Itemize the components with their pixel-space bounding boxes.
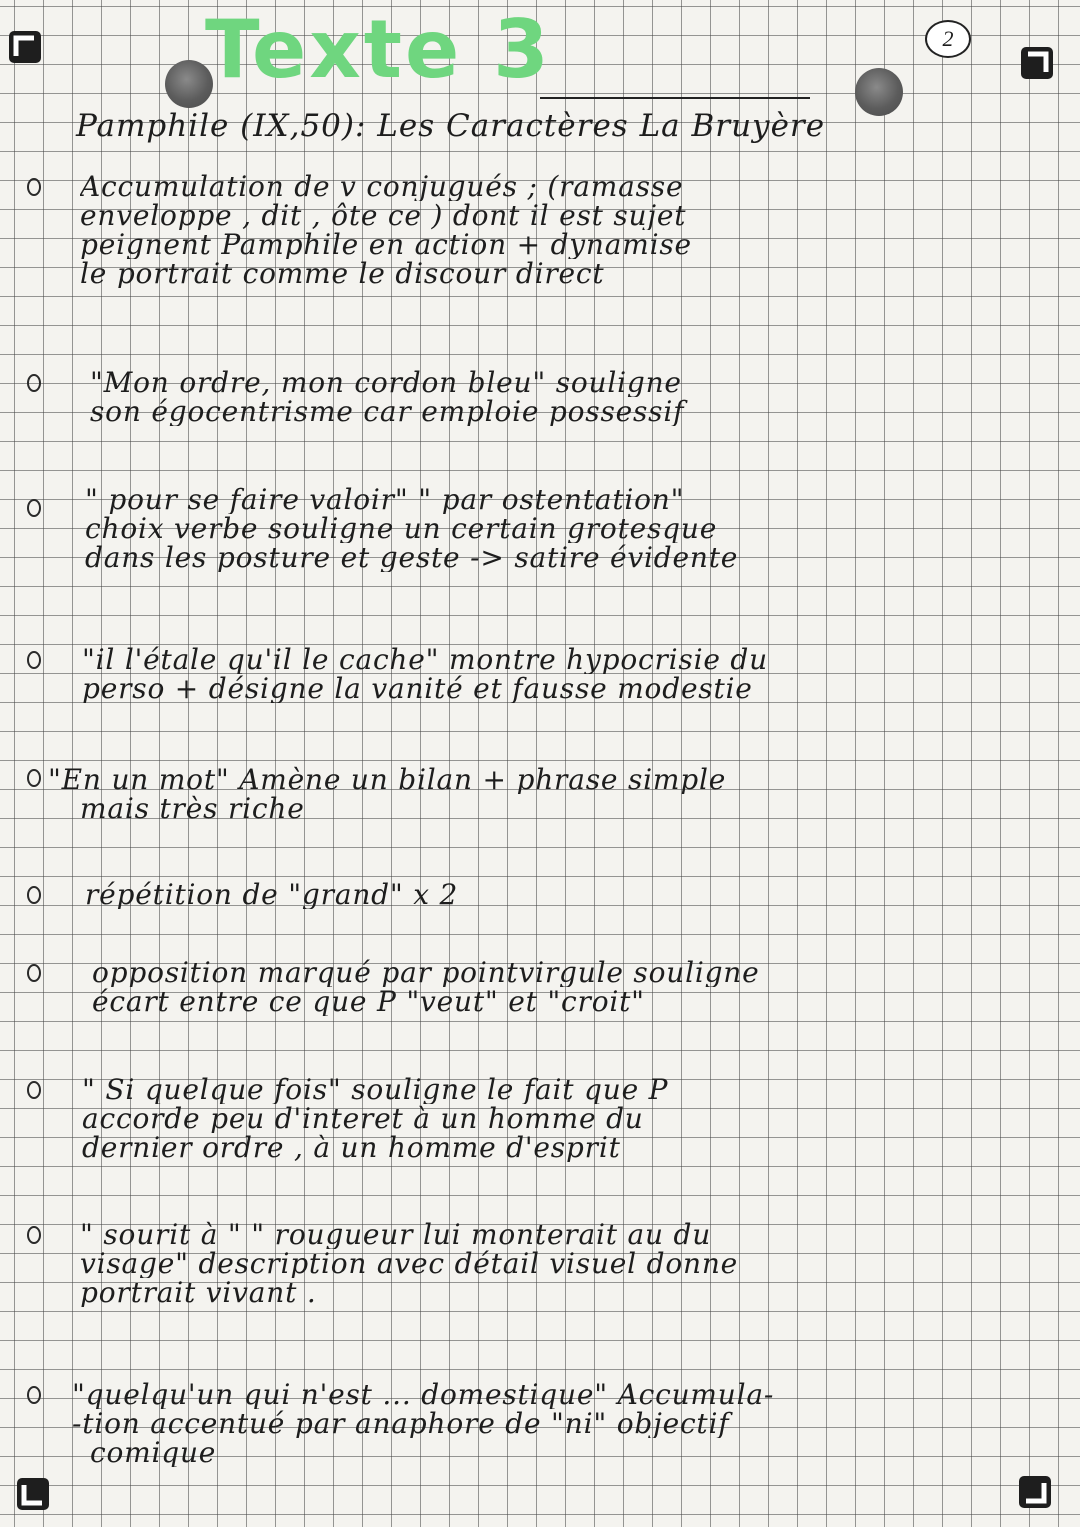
note-line: peignent Pamphile en action + dynamise <box>80 230 692 259</box>
note-line: " sourit à " " rougueur lui monterait au du <box>80 1220 712 1249</box>
bullet-icon <box>27 374 41 392</box>
note-line: " pour se faire valoir" " par ostentation" <box>85 485 685 514</box>
note-line: enveloppe , dit , ôte ce ) dont il est sujet <box>80 201 687 230</box>
page-title: Texte 3 <box>205 3 552 96</box>
note-line: portrait vivant . <box>80 1278 317 1307</box>
note-line: perso + désigne la vanité et fausse modestie <box>82 674 753 703</box>
corner-scan-marker-icon <box>16 1477 50 1511</box>
note-line: dans les posture et geste -> satire évidente <box>85 543 739 572</box>
note-line: "Mon ordre, mon cordon bleu" souligne <box>90 368 682 397</box>
bullet-icon <box>27 769 41 787</box>
note-line: comique <box>90 1438 217 1467</box>
title-underline <box>540 97 810 99</box>
note-line: accorde peu d'interet à un homme du <box>82 1104 644 1133</box>
bullet-icon <box>27 1386 41 1404</box>
corner-scan-marker-icon <box>8 30 42 64</box>
page-number: 2 <box>925 20 971 58</box>
note-line: Accumulation de v conjugués ; (ramasse <box>80 172 684 201</box>
corner-scan-marker-icon <box>1020 46 1054 80</box>
punch-hole <box>855 68 903 116</box>
note-line: "En un mot" Amène un bilan + phrase simple <box>48 765 727 794</box>
bullet-icon <box>27 651 41 669</box>
note-line: son égocentrisme car emploie possessif <box>90 397 685 426</box>
bullet-icon <box>27 1081 41 1099</box>
note-line: le portrait comme le discour direct <box>80 259 605 288</box>
bullet-icon <box>27 1226 41 1244</box>
bullet-icon <box>27 964 41 982</box>
note-line: mais très riche <box>80 794 305 823</box>
note-line: choix verbe souligne un certain grotesque <box>85 514 718 543</box>
subtitle: Pamphile (IX,50): Les Caractères La Bruyère <box>76 108 826 144</box>
note-line: dernier ordre , à un homme d'esprit <box>82 1133 621 1162</box>
note-line: -tion accentué par anaphore de "ni" objectif <box>72 1409 730 1438</box>
bullet-icon <box>27 178 41 196</box>
note-line: "il l'étale qu'il le cache" montre hypocrisie du <box>82 645 768 674</box>
corner-scan-marker-icon <box>1018 1475 1052 1509</box>
note-line: écart entre ce que P "veut" et "croit" <box>92 987 645 1016</box>
note-line: répétition de "grand" x 2 <box>85 880 459 909</box>
note-line: opposition marqué par pointvirgule souligne <box>92 958 760 987</box>
bullet-icon <box>27 886 41 904</box>
note-line: "quelqu'un qui n'est ... domestique" Accumula- <box>72 1380 775 1409</box>
bullet-icon <box>27 499 41 517</box>
note-line: visage" description avec détail visuel donne <box>80 1249 739 1278</box>
note-line: " Si quelque fois" souligne le fait que P <box>82 1075 669 1104</box>
